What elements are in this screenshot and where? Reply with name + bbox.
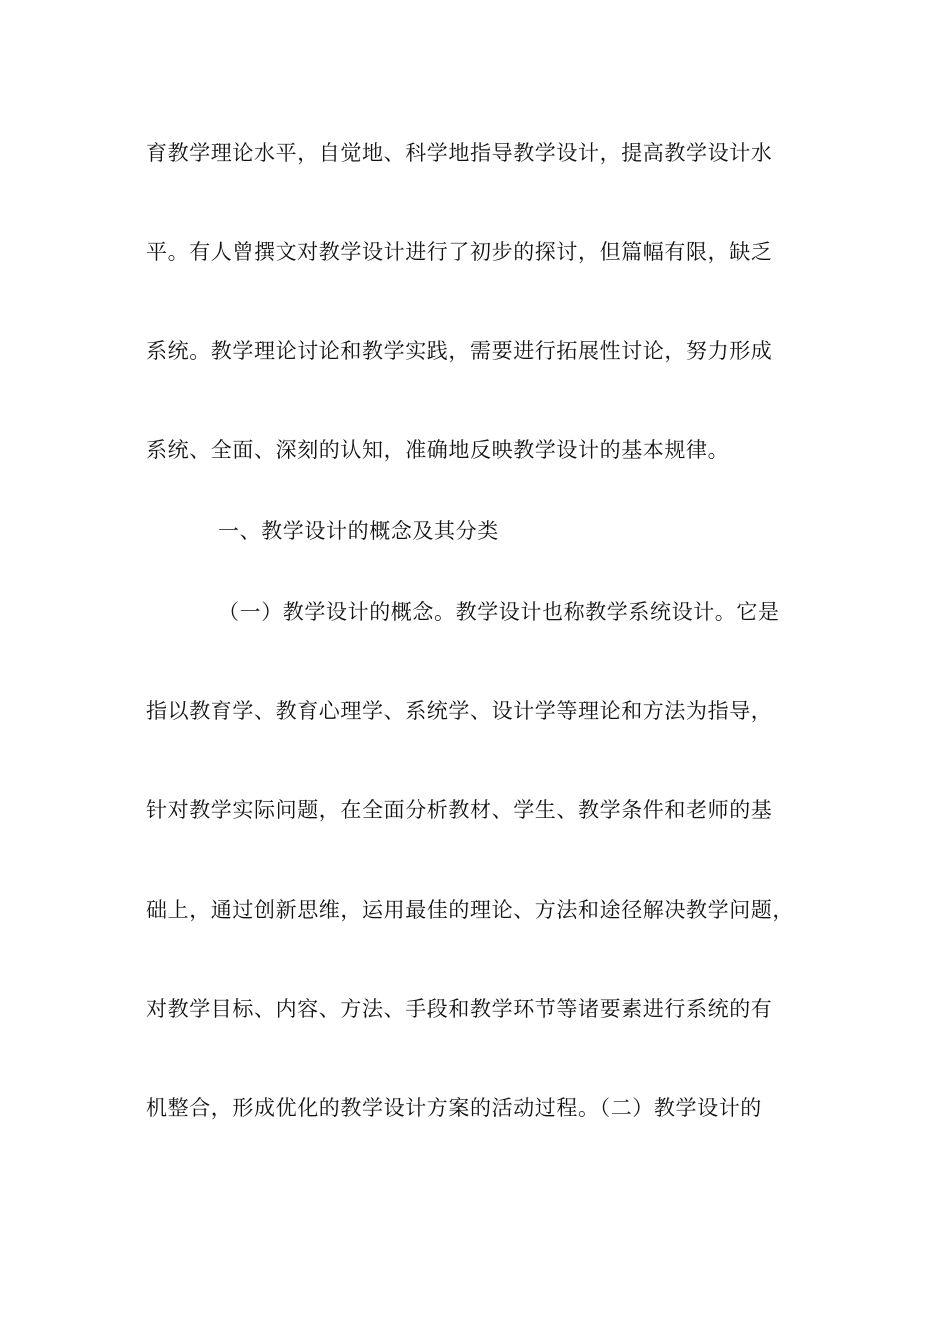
- paragraph-line: 指以教育学、教育心理学、系统学、设计学等理论和方法为指导，: [146, 699, 773, 723]
- section-heading: 一、教学设计的概念及其分类: [218, 519, 499, 543]
- paragraph-line: 系统、全面、深刻的认知，准确地反映教学设计的基本规律。: [146, 438, 730, 462]
- paragraph-line: 机整合，形成优化的教学设计方案的活动过程。（二）教学设计的: [146, 1096, 762, 1120]
- paragraph-line: 平。有人曾撰文对教学设计进行了初步的探讨，但篇幅有限，缺乏: [146, 240, 773, 264]
- paragraph-line: 系统。教学理论讨论和教学实践，需要进行拓展性讨论，努力形成: [146, 339, 773, 363]
- paragraph-line: 对教学目标、内容、方法、手段和教学环节等诸要素进行系统的有: [146, 997, 773, 1021]
- paragraph-line: 育教学理论水平，自觉地、科学地指导教学设计，提高教学设计水: [146, 141, 773, 165]
- paragraph-line: （一）教学设计的概念。教学设计也称教学系统设计。它是: [218, 600, 780, 624]
- paragraph-line: 针对教学实际问题，在全面分析教材、学生、教学条件和老师的基: [146, 798, 773, 822]
- paragraph-line: 础上，通过创新思维，运用最佳的理论、方法和途径解决教学问题，: [146, 898, 794, 922]
